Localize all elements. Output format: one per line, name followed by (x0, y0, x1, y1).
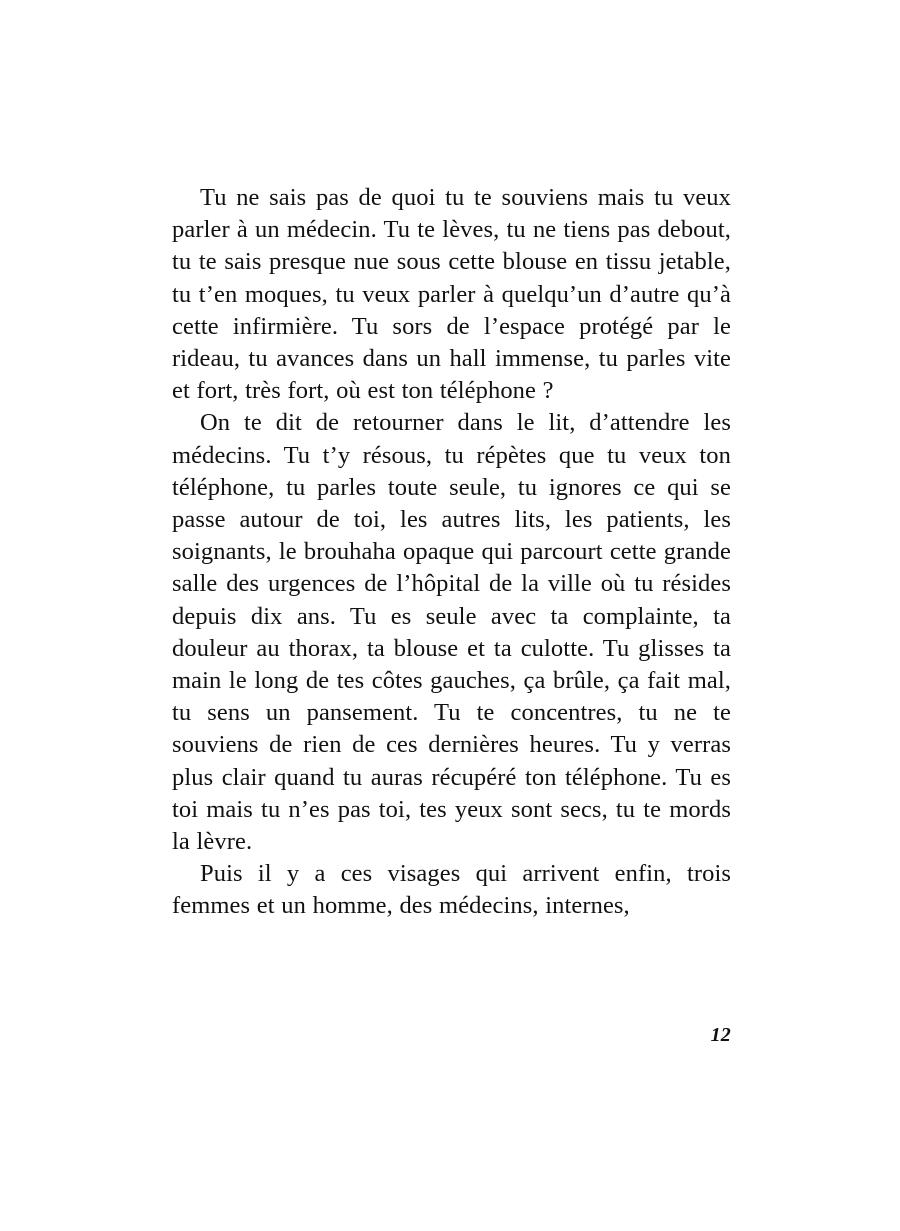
body-text-block (172, 182, 731, 923)
paragraph: On te dit de retourner dans le lit, d’attendre les médecins. Tu t’y résous, tu répètes que tu veux ton téléphone, tu parles toute seule, tu ignores ce qui se passe autour de toi, les autres lits, les patients, les soignants, le brouhaha opaque qui parcourt cette grande salle des urgences de l’hôpital de la ville où tu résides depuis dix ans. Tu es seule avec ta complainte, ta douleur au thorax, ta blouse et ta culotte. Tu glisses ta main le long de tes côtes gauches, ça brûle, ça fait mal, tu sens un pansement. Tu te concentres, tu ne te souviens de rien de ces dernières heures. Tu y verras plus clair quand tu auras récupéré ton téléphone. Tu es toi mais tu n’es pas toi, tes yeux sont secs, tu te mords la lèvre. (172, 409, 731, 856)
paragraph: Tu ne sais pas de quoi tu te souviens mais tu veux parler à un médecin. Tu te lèves, tu ne tiens pas debout, tu te sais presque nue sous cette blouse en tissu jetable, tu t’en moques, tu veux parler à quelqu’un d’autre qu’à cette infirmière. Tu sors de l’espace protégé par le rideau, tu avances dans un hall immense, tu parles vite et fort, très fort, où est ton téléphone ? (172, 184, 731, 405)
paragraph: Puis il y a ces visages qui arrivent enfin, trois femmes et un homme, des médecins, internes, (172, 860, 731, 920)
page-number: 12 (710, 1024, 731, 1046)
